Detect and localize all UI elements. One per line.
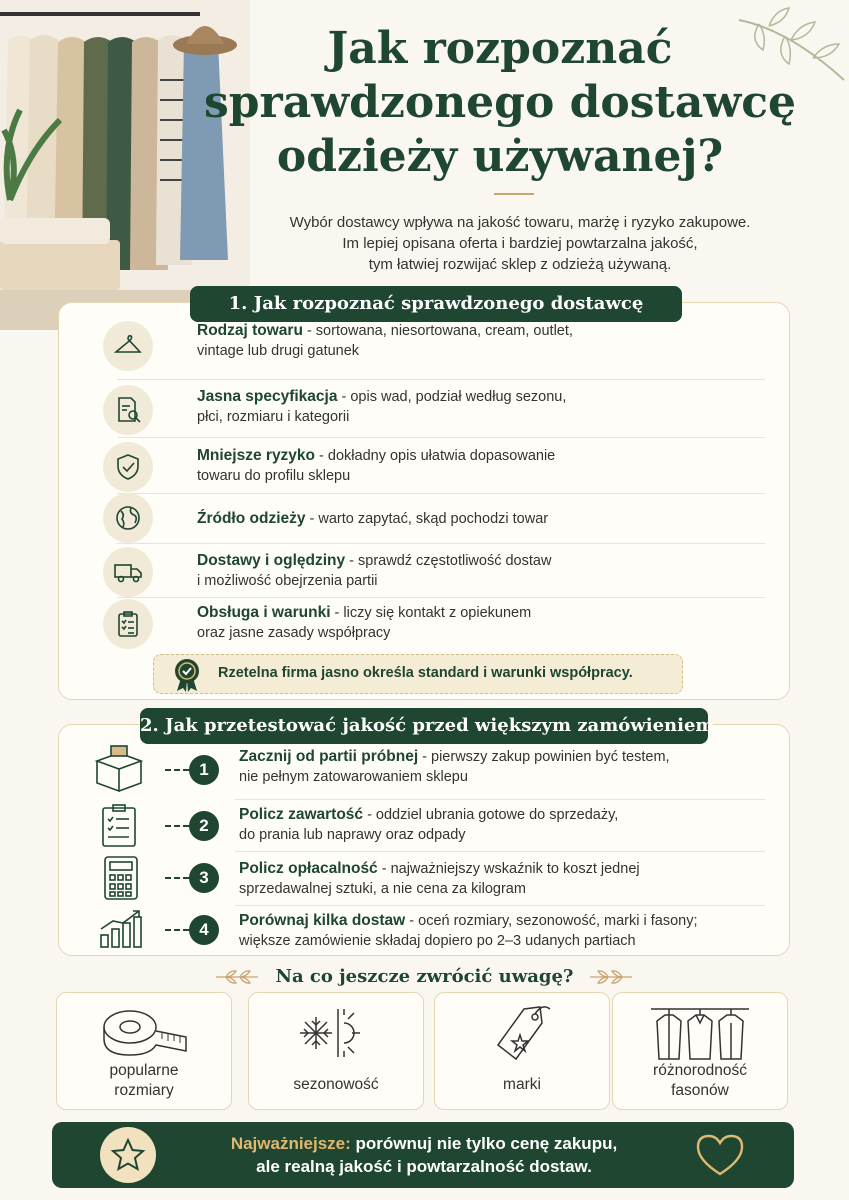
intro-line-2: Im lepiej opisana oferta i bardziej powtarzalna jakość, [342, 235, 698, 252]
step-title: Policz zawartość [239, 806, 364, 823]
shield-check-icon [103, 442, 153, 492]
clothes-rack-icon [645, 1001, 755, 1065]
step-desc: - oceń rozmiary, sezonowość, marki i fasony; [405, 913, 698, 929]
item-desc: - liczy się kontakt z opiekunem [330, 605, 532, 621]
feature-label-2: rozmiary [114, 1082, 174, 1099]
step-title: Porównaj kilka dostaw [239, 912, 406, 929]
feature-label-2: fasonów [671, 1082, 729, 1099]
list-item [59, 493, 789, 543]
extras-heading: Na co jeszcze zwrócić uwagę? [275, 966, 574, 987]
item-title: Źródło odzieży [197, 510, 306, 527]
trust-banner [153, 654, 683, 694]
item-title: Dostawy i oględziny [197, 552, 346, 569]
price-tag-icon [472, 1001, 572, 1065]
banner-text: Rzetelna firma jasno określa standard i warunki współpracy. [218, 665, 633, 681]
step-item [59, 743, 789, 799]
step-number: 3 [189, 863, 219, 893]
star-icon [100, 1127, 156, 1183]
step-item [59, 855, 789, 911]
intro-line-3: tym łatwiej rozwijać sklep z odzieżą używaną. [368, 256, 672, 273]
growth-chart-icon [97, 909, 147, 949]
step-desc: - pierwszy zakup powinien być testem, [418, 749, 670, 765]
title-line-2: sprawdzonego dostawcę [203, 77, 796, 128]
hanger-icon [103, 321, 153, 371]
feature-label: popularne [109, 1062, 179, 1079]
item-desc-2: vintage lub drugi gatunek [197, 343, 360, 359]
footer-text [164, 1132, 684, 1178]
list-item [59, 319, 789, 375]
step-title: Zacznij od partii próbnej [239, 748, 419, 765]
feature-card [56, 992, 232, 1110]
checklist-icon [99, 803, 139, 849]
item-desc-2: oraz jasne zasady współpracy [197, 625, 391, 641]
step-title: Policz opłacalność [239, 860, 378, 877]
page-title [200, 22, 800, 184]
step-desc-2: nie pełnym zatowarowaniem sklepu [239, 769, 468, 785]
intro-line-1: Wybór dostawcy wpływa na jakość towaru, marżę i ryzyko zakupowe. [289, 214, 751, 231]
divider [235, 799, 765, 800]
item-title: Jasna specyfikacja [197, 388, 338, 405]
divider [235, 851, 765, 852]
step-item [59, 801, 789, 857]
list-item [59, 599, 789, 655]
item-title: Obsługa i warunki [197, 604, 331, 621]
item-desc: - sortowana, niesortowana, cream, outlet, [302, 323, 573, 339]
item-desc: - sprawdź częstotliwość dostaw [345, 553, 552, 569]
step-desc-2: sprzedawalnej sztuki, a nie cena za kilogram [239, 881, 526, 897]
feature-label: różnorodność [653, 1062, 747, 1079]
item-title: Rodzaj towaru [197, 322, 303, 339]
calculator-icon [101, 855, 141, 901]
list-item [59, 547, 789, 603]
item-desc-2: płci, rozmiaru i kategorii [197, 409, 350, 425]
item-desc: - dokładny opis ułatwia dopasowanie [315, 448, 556, 464]
divider [117, 543, 765, 544]
feature-card [248, 992, 424, 1110]
item-desc: - opis wad, podział według sezonu, [337, 389, 567, 405]
footer-banner [52, 1122, 794, 1188]
step-number: 4 [189, 915, 219, 945]
truck-icon [103, 547, 153, 597]
divider [117, 437, 765, 438]
title-divider [494, 193, 534, 195]
sprig-right-icon [588, 968, 634, 986]
section-2-card [58, 724, 790, 956]
step-desc-2: większe zamówienie składaj dopiero po 2–3 udanych partiach [239, 933, 636, 949]
step-desc: - najważniejszy wskaźnik to koszt jednej [377, 861, 640, 877]
section-2-heading: 2. Jak przetestować jakość przed większym zamówieniem [140, 708, 708, 744]
document-search-icon [103, 385, 153, 435]
feature-label: marki [503, 1076, 541, 1093]
snowflake-sun-icon [286, 1001, 386, 1065]
title-line-3: odzieży używanej? [276, 131, 724, 182]
list-item [59, 440, 789, 496]
step-number: 2 [189, 811, 219, 841]
measuring-tape-icon [94, 1001, 194, 1065]
feature-label: sezonowość [293, 1076, 379, 1093]
item-desc: - warto zapytać, skąd pochodzi towar [305, 511, 549, 527]
title-line-1: Jak rozpoznać [327, 23, 673, 74]
divider [117, 597, 765, 598]
step-desc-2: do prania lub naprawy oraz odpady [239, 827, 466, 843]
section-1-heading: 1. Jak rozpoznać sprawdzonego dostawcę [190, 286, 682, 322]
box-icon [89, 743, 149, 793]
step-number: 1 [189, 755, 219, 785]
section-1-card [58, 302, 790, 700]
step-desc: - oddziel ubrania gotowe do sprzedaży, [363, 807, 619, 823]
award-badge-icon [172, 658, 202, 692]
divider [235, 905, 765, 906]
heart-icon [694, 1132, 746, 1178]
item-desc-2: i możliwość obejrzenia partii [197, 573, 378, 589]
feature-card [434, 992, 610, 1110]
footer-line-1: porównuj nie tylko cenę zakupu, [350, 1134, 618, 1153]
footer-line-2: ale realną jakość i powtarzalność dostaw. [256, 1157, 592, 1176]
clipboard-icon [103, 599, 153, 649]
feature-card [612, 992, 788, 1110]
globe-icon [103, 493, 153, 543]
step-item [59, 909, 789, 959]
list-item [59, 383, 789, 439]
footer-highlight: Najważniejsze: [230, 1134, 351, 1153]
divider [117, 379, 765, 380]
item-desc-2: towaru do profilu sklepu [197, 468, 351, 484]
intro-text [230, 212, 810, 275]
item-title: Mniejsze ryzyko [197, 447, 316, 464]
